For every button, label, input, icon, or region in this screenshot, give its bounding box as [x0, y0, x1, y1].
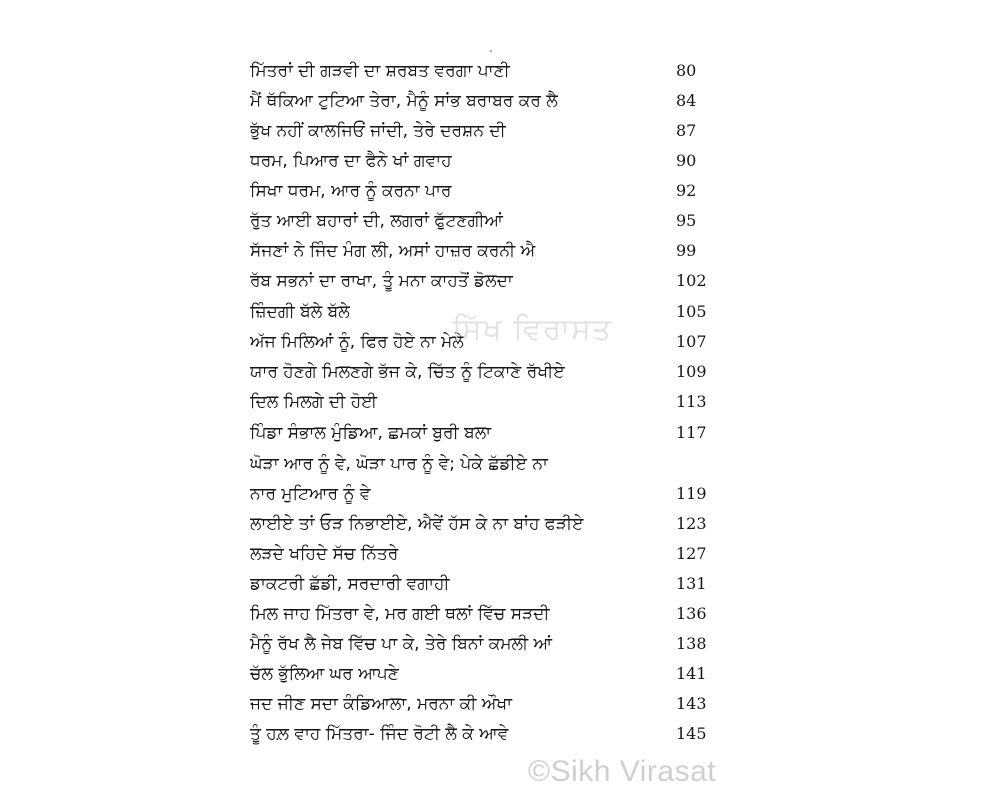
toc-entry-title: ਰੁੱਤ ਆਈ ਬਹਾਰਾਂ ਦੀ, ਲਗਰਾਂ ਫੁੱਟਣਗੀਆਂ: [250, 211, 503, 231]
toc-entry-title: ਤੂੰ ਹਲ਼ ਵਾਹ ਮਿੱਤਰਾ- ਜਿੰਦ ਰੋਟੀ ਲੈ ਕੇ ਆਵੇ: [250, 724, 509, 744]
toc-row: [0, 418, 1000, 448]
toc-entry-page: 90: [676, 151, 697, 170]
toc-entry-title: ਦਿਲ ਮਿਲਗੇ ਦੀ ਹੋਈ: [250, 392, 378, 412]
toc-row: [0, 599, 1000, 629]
toc-row: [0, 236, 1000, 266]
toc-entry-title: ਜਦ ਜੀਣ ਸਦਾ ਕੰਡਿਆਲਾ, ਮਰਨਾ ਕੀ ਔਖਾ: [250, 694, 513, 714]
toc-entry-page: 145: [676, 724, 707, 743]
toc-entry-page: 117: [676, 423, 707, 442]
toc-entry-title: ਰੱਬ ਸਭਨਾਂ ਦਾ ਰਾਖਾ, ਤੂੰ ਮਨਾ ਕਾਹਤੋਂ ਡੋਲਦਾ: [250, 271, 513, 291]
toc-row: [0, 719, 1000, 749]
toc-entry-page: 138: [676, 634, 707, 653]
toc-entry-page: 102: [676, 271, 707, 290]
toc-entry-page: 113: [676, 392, 707, 411]
toc-entry-title: ਯਾਰ ਹੋਣਗੇ ਮਿਲਣਗੇ ਭੱਜ ਕੇ, ਚਿੱਤ ਨੂੰ ਟਿਕਾਣੇ ਰੱਖੀਏ: [250, 362, 565, 382]
toc-entry-title: ਧਰਮ, ਪਿਆਰ ਦਾ ਫੈਨੇ ਖਾਂ ਗਵਾਹ: [250, 151, 452, 171]
toc-entry-page: 95: [676, 211, 697, 230]
toc-entry-page: 127: [676, 544, 707, 563]
toc-entry-page: 105: [676, 302, 707, 321]
watermark-copyright: ©Sikh Virasat: [528, 755, 717, 788]
toc-row: [0, 689, 1000, 719]
toc-row: [0, 539, 1000, 569]
toc-entry-page: 107: [676, 332, 707, 351]
toc-entry-title: ਸਿਖਾ ਧਰਮ, ਆਰ ਨੂੰ ਕਰਨਾ ਪਾਰ: [250, 181, 452, 201]
toc-entry-page: 109: [676, 362, 707, 381]
toc-row: [0, 116, 1000, 146]
toc-entry-title: ਅੱਜ ਮਿਲਿਆਂ ਨੂੰ, ਫਿਰ ਹੋਏ ਨਾ ਮੇਲੇ: [250, 332, 464, 352]
toc-row: [0, 387, 1000, 417]
toc-row: [0, 266, 1000, 296]
toc-entry-title: ਮੈਂ ਥੱਕਿਆ ਟੁਟਿਆ ਤੇਰਾ, ਮੈਨੂੰ ਸਾਂਭ ਬਰਾਬਰ ਕਰ ਲੈ: [250, 91, 558, 111]
toc-row: [0, 449, 1000, 479]
toc-row: [0, 206, 1000, 236]
toc-row: [0, 56, 1000, 86]
toc-entry-page: 80: [676, 61, 697, 80]
toc-row: [0, 86, 1000, 116]
toc-entry-title: ਡਾਕਟਰੀ ਛੱਡੀ, ਸਰਦਾਰੀ ਵਗਾਹੀ: [250, 574, 450, 594]
toc-entry-title: ਮੈਨੂੰ ਰੱਖ ਲੈ ਜੇਬ ਵਿੱਚ ਪਾ ਕੇ, ਤੇਰੇ ਬਿਨਾਂ ਕਮਲੀ ਆਂ: [250, 634, 553, 654]
toc-entry-page: 141: [676, 664, 707, 683]
toc-entry-page: 119: [676, 484, 707, 503]
toc-row: [0, 569, 1000, 599]
toc-entry-page: 87: [676, 121, 697, 140]
toc-entry-title: ਲਾਈਏ ਤਾਂ ਓੜ ਨਿਭਾਈਏ, ਐਵੇਂ ਹੱਸ ਕੇ ਨਾ ਬਾਂਹ ਫੜੀਏ: [250, 514, 584, 534]
toc-row: [0, 479, 1000, 509]
toc-entry-title: ਲੜਦੇ ਖਹਿਦੇ ਸੱਚ ਨਿੱਤਰੇ: [250, 544, 399, 564]
toc-entry-title: ਚੱਲ ਭੁੱਲਿਆ ਘਰ ਆਪਣੇ: [250, 664, 399, 684]
toc-entry-title: ਮਿੱਤਰਾਂ ਦੀ ਗੜਵੀ ਦਾ ਸ਼ਰਬਤ ਵਰਗਾ ਪਾਣੀ: [250, 61, 510, 81]
toc-row: [0, 357, 1000, 387]
toc-row: [0, 629, 1000, 659]
print-speck: [490, 50, 492, 52]
toc-entry-title: ਨਾਰ ਮੁਟਿਆਰ ਨੂੰ ਵੇ: [250, 484, 371, 504]
toc-entry-page: 99: [676, 241, 697, 260]
toc-row: [0, 176, 1000, 206]
toc-entry-title: ਘੋੜਾ ਆਰ ਨੂੰ ਵੇ, ਘੋੜਾ ਪਾਰ ਨੂੰ ਵੇ; ਪੇਕੇ ਛੱਡੀਏ ਨਾ: [250, 454, 548, 474]
toc-row: [0, 659, 1000, 689]
toc-entry-title: ਮਿਲ ਜਾਹ ਮਿੱਤਰਾ ਵੇ, ਮਰ ਗਈ ਥਲਾਂ ਵਿੱਚ ਸੜਦੀ: [250, 604, 550, 624]
toc-entry-page: 84: [676, 91, 697, 110]
toc-entry-title: ਸੱਜਣਾਂ ਨੇ ਜਿੰਦ ਮੰਗ ਲੀ, ਅਸਾਂ ਹਾਜ਼ਰ ਕਰਨੀ ਐ: [250, 241, 536, 261]
watermark-center: ਸਿੱਖ ਵਿਰਾਸਤ: [452, 312, 612, 347]
toc-entry-title: ਜ਼ਿੰਦਗੀ ਬੱਲੇ ਬੱਲੇ: [250, 302, 350, 322]
toc-entry-page: 131: [676, 574, 707, 593]
toc-entry-page: 123: [676, 514, 707, 533]
toc-entry-title: ਭੁੱਖ ਨਹੀਂ ਕਾਲਜਿਓਂ ਜਾਂਦੀ, ਤੇਰੇ ਦਰਸ਼ਨ ਦੀ: [250, 121, 506, 141]
toc-entry-page: 143: [676, 694, 707, 713]
toc-row: [0, 509, 1000, 539]
toc-entry-page: 136: [676, 604, 707, 623]
toc-entry-title: ਪਿੰਡਾ ਸੰਭਾਲ ਮੁੰਡਿਆ, ਛਮਕਾਂ ਬੁਰੀ ਬਲਾ: [250, 423, 492, 443]
toc-row: [0, 146, 1000, 176]
toc-entry-page: 92: [676, 181, 697, 200]
